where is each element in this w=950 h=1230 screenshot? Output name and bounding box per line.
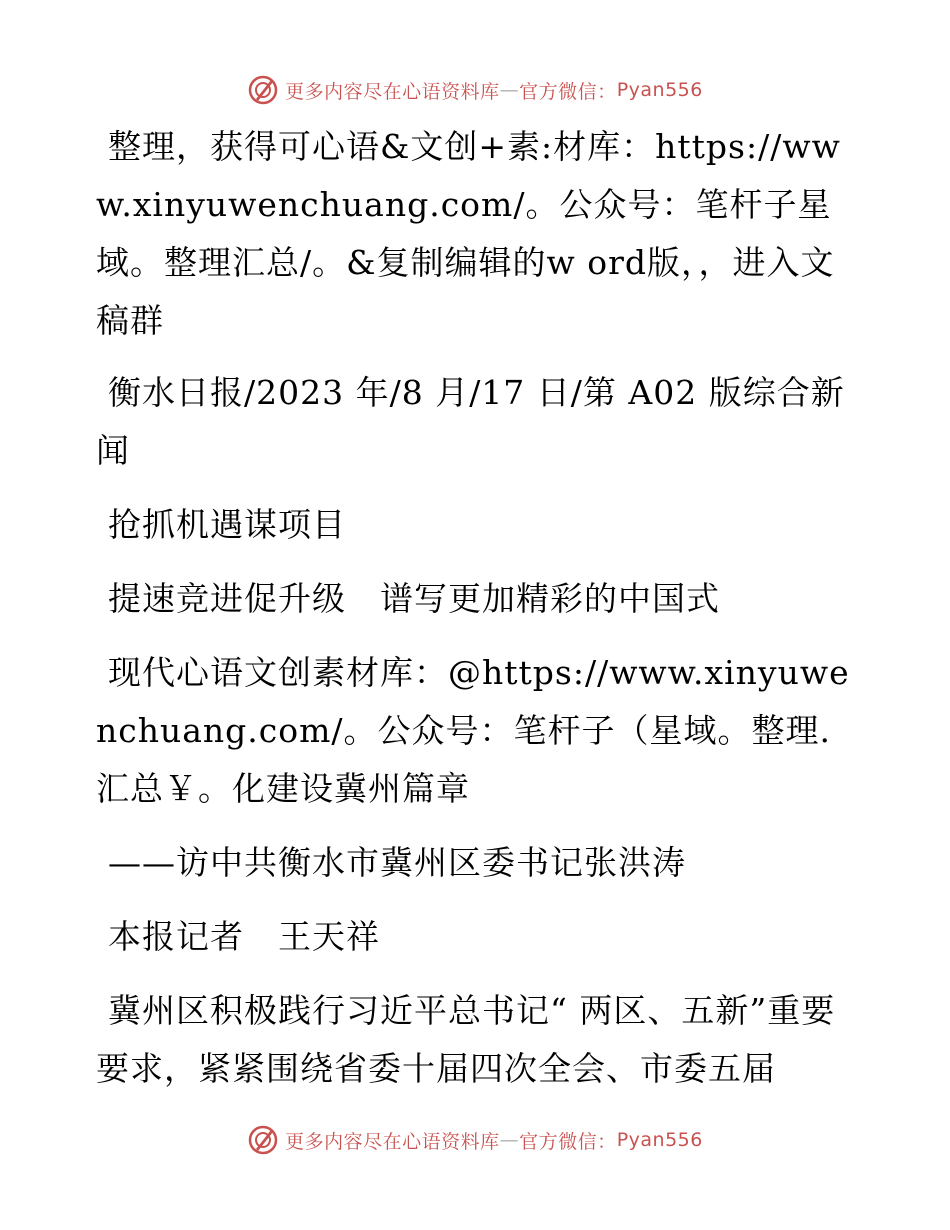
body-paragraph: 冀州区积极践行习近平总书记“ 两区、五新”重要要求，紧紧围绕省委十届四次全会、市委五届 — [96, 991, 836, 1088]
headline-1: 抢抓机遇谋项目 — [108, 505, 346, 544]
watermark-wechat-label: 官方微信： — [519, 80, 617, 103]
subtitle: ——访中共衡水市冀州区委书记张洪涛 — [108, 843, 686, 882]
brush-circle-logo-icon — [247, 1124, 279, 1156]
watermark-dash: — — [499, 1129, 520, 1151]
watermark-wechat-label: 官方微信： — [519, 1130, 617, 1153]
watermark-wechat-id: Pyan556 — [616, 79, 703, 101]
watermark-dash: — — [499, 79, 520, 101]
byline: 本报记者 王天祥 — [108, 917, 380, 956]
intro-paragraph: 整理，获得可心语&文创+素:材库：https://www.xinyuwenchuang.com/。公众号：笔杆子星域。整理汇总/。&复制编辑的w ord版，，进入文稿群 — [96, 127, 841, 340]
watermark-text: 更多内容尽在心语资料库 — [285, 1130, 500, 1153]
footer-watermark — [0, 1122, 950, 1158]
watermark-text: 更多内容尽在心语资料库 — [285, 80, 500, 103]
headline-3: 现代心语文创素材库：@https://www.xinyuwenchuang.com/。公众号：笔杆子（星域。整理.汇总￥。化建设冀州篇章 — [96, 653, 850, 808]
watermark-wechat-id: Pyan556 — [616, 1129, 703, 1151]
brush-circle-logo-icon — [247, 74, 279, 106]
document-body — [96, 118, 856, 1114]
header-watermark — [0, 72, 950, 108]
source-line: 衡水日报/2023 年/8 月/17 日/第 A02 版综合新闻 — [96, 373, 845, 470]
headline-2: 提速竞进促升级 谱写更加精彩的中国式 — [108, 579, 720, 618]
